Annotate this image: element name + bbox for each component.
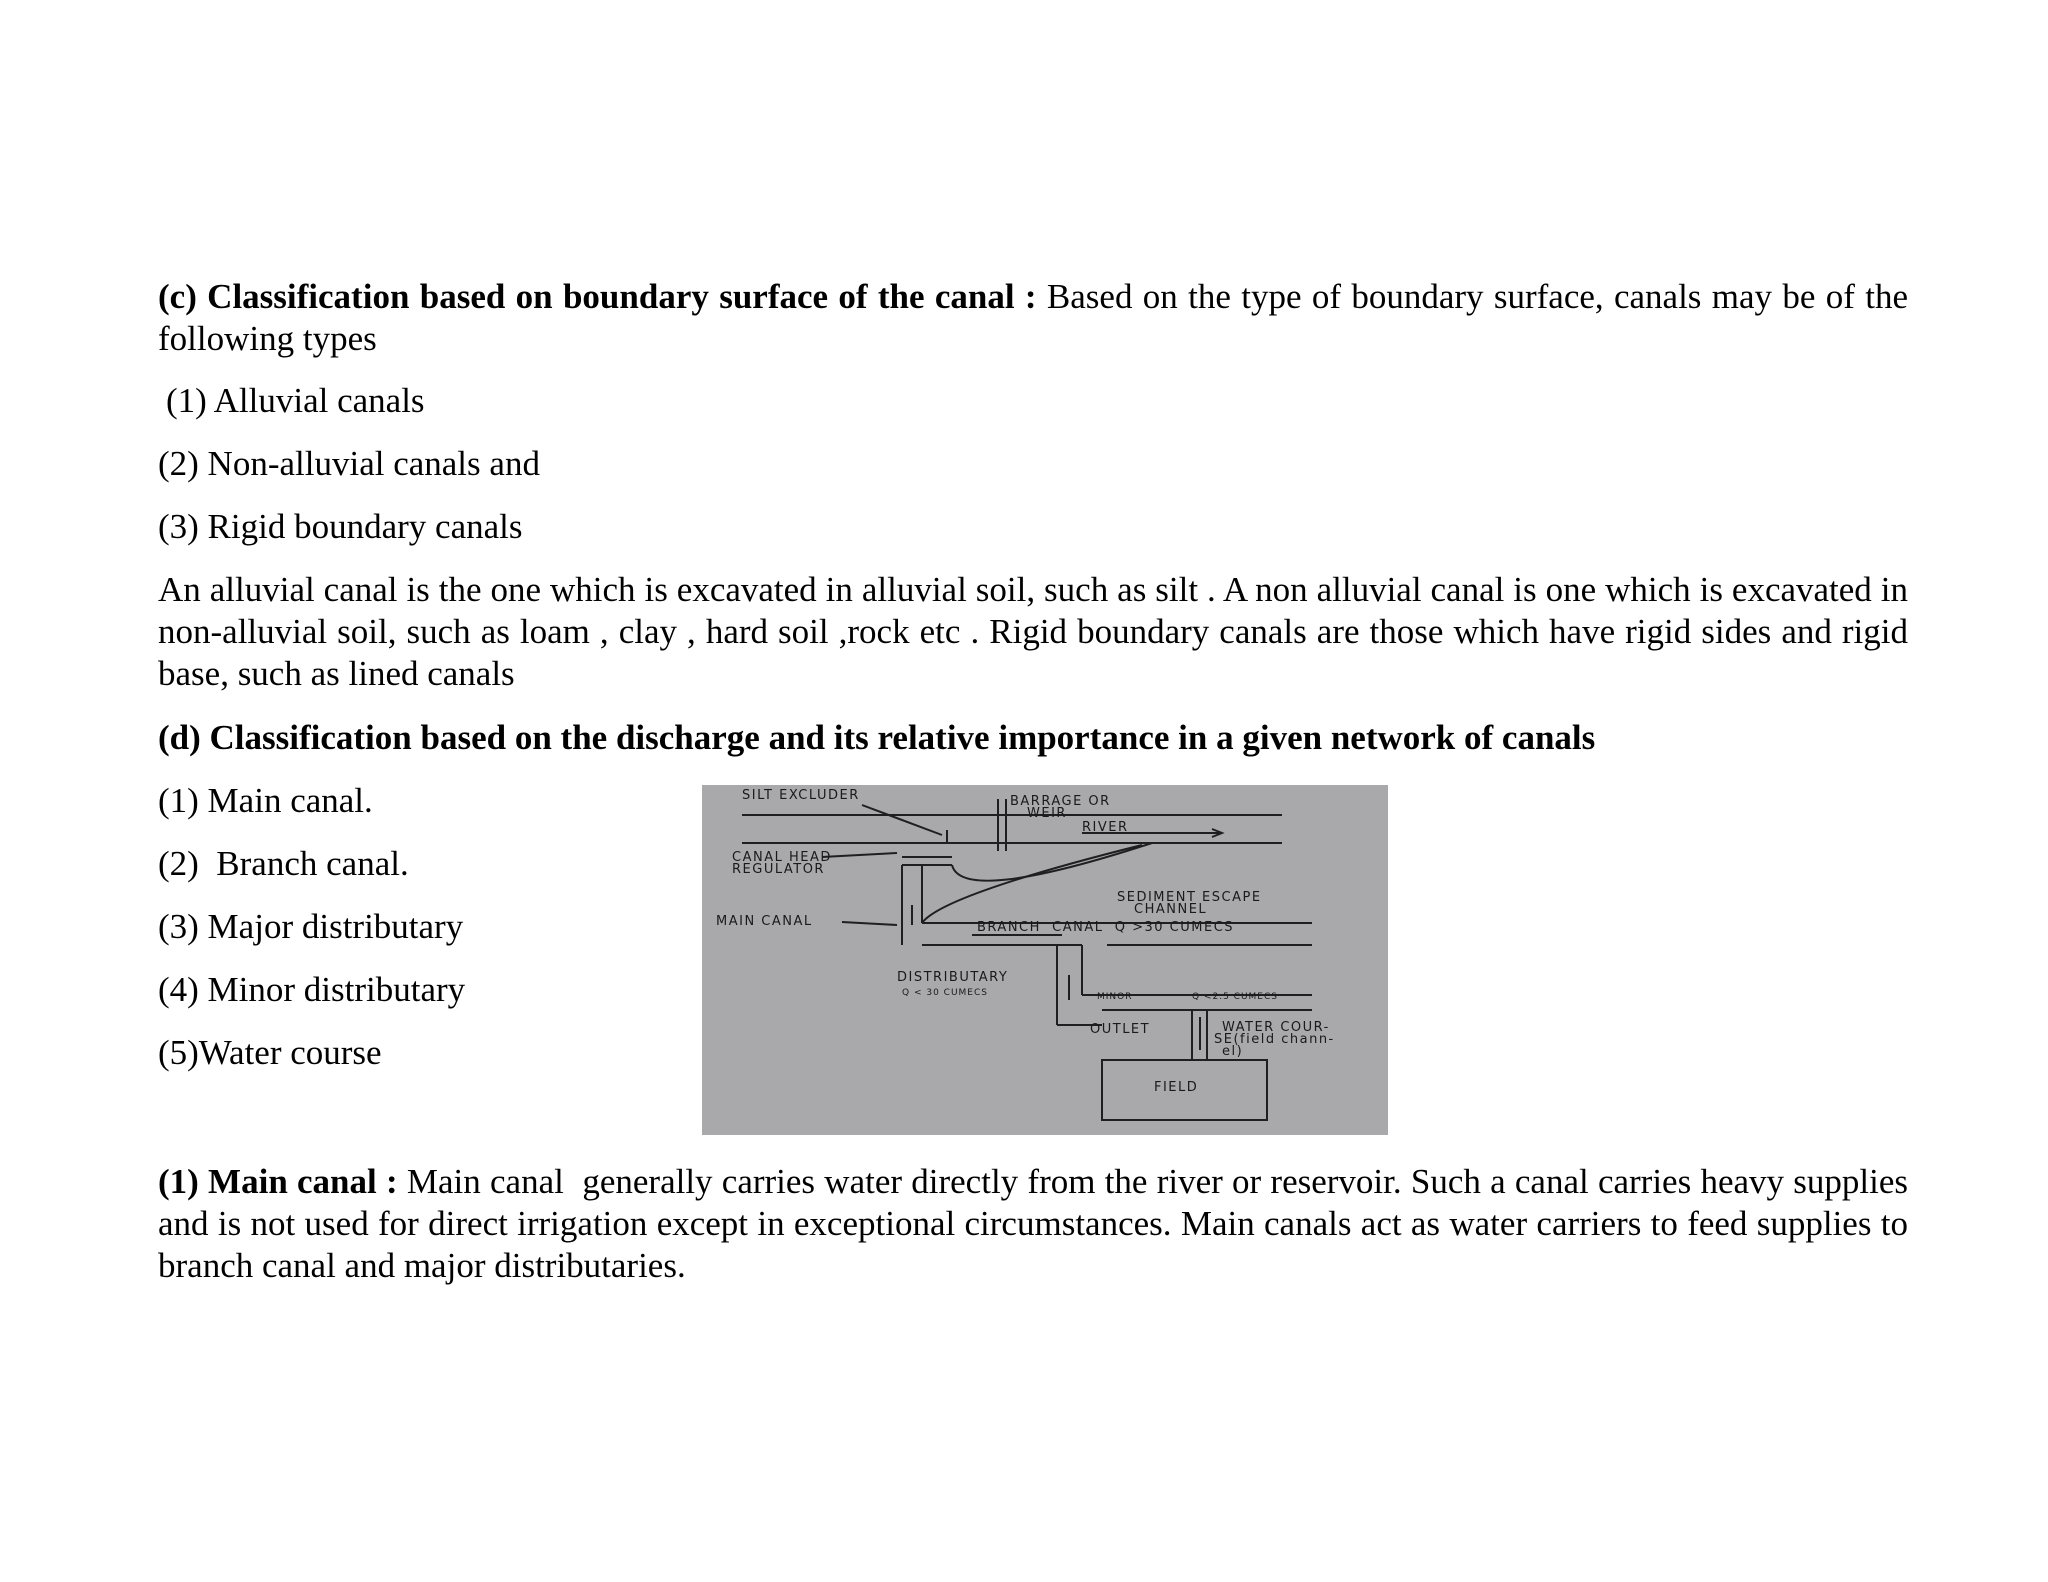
list-item-major-distributary: (3) Major distributary — [158, 907, 464, 946]
label-branch-canal: BRANCH CANAL Q >30 CUMECS — [977, 920, 1235, 935]
label-field: FIELD — [1154, 1080, 1199, 1095]
label-minor: MINOR — [1097, 992, 1133, 1002]
label-barrage-1: BARRAGE OR — [1010, 794, 1111, 809]
label-distributary-1: DISTRIBUTARY — [897, 970, 1009, 985]
label-river: RIVER — [1082, 820, 1129, 835]
main-canal-paragraph — [158, 1161, 1917, 1287]
section-c-heading: (c) Classification based on boundary surface of the canal : — [158, 277, 1037, 316]
main-canal-heading: (1) Main canal : — [158, 1162, 398, 1201]
label-main-canal: MAIN CANAL — [716, 914, 813, 929]
section-c-intro: Based on the type of boundary surface, canals may be of the following types — [158, 277, 1908, 358]
label-barrage-2: WEIR — [1027, 806, 1067, 821]
list-item-water-course: (5)Water course — [158, 1033, 382, 1072]
label-minor-q: Q <2.5 CUMECS — [1192, 992, 1278, 1002]
silt-excluder-pointer — [862, 805, 942, 835]
list-item-rigid-boundary: (3) Rigid boundary canals — [158, 507, 523, 546]
label-silt-excluder: SILT EXCLUDER — [742, 788, 860, 803]
section-d-heading: (d) Classification based on the discharge and its relative importance in a given network of canals — [158, 718, 1596, 757]
main-canal-pointer — [842, 922, 897, 925]
label-outlet: OUTLET — [1090, 1022, 1151, 1037]
list-item-branch-canal: (2) Branch canal. — [158, 844, 409, 883]
label-head-regulator-2: REGULATOR — [732, 862, 825, 877]
main-canal-text: Main canal generally carries water directly from the river or reservoir. Such a canal carries heavy supplies and is not used for direct irrigation except in exceptional circumstances. Main canals act as water carriers to feed supplies to branch canal and major distributaries. — [158, 1162, 1917, 1285]
label-water-course-2: SE(field chann- — [1214, 1032, 1335, 1047]
list-item-non-alluvial: (2) Non-alluvial canals and — [158, 444, 540, 483]
label-water-course-3: el) — [1222, 1044, 1244, 1059]
list-item-alluvial: (1) Alluvial canals — [166, 381, 425, 420]
canal-network-diagram — [702, 785, 1388, 1135]
label-water-course-1: WATER COUR- — [1222, 1020, 1330, 1035]
label-sediment-1: SEDIMENT ESCAPE — [1117, 890, 1262, 905]
head-regulator-pointer — [822, 853, 897, 857]
canal-network-sketch — [702, 785, 1388, 1135]
section-c-paragraph — [158, 276, 1908, 360]
list-item-minor-distributary: (4) Minor distributary — [158, 970, 466, 1009]
label-sediment-2: CHANNEL — [1134, 902, 1208, 917]
sediment-escape-outer — [952, 843, 1152, 881]
label-distributary-2: Q < 30 CUMECS — [902, 988, 988, 998]
label-head-regulator-1: CANAL HEAD — [732, 850, 832, 865]
section-c-description: An alluvial canal is the one which is excavated in alluvial soil, such as silt . A non alluvial canal is one which is excavated in non-alluvial soil, such as loam , clay , hard soil ,rock etc . Rigid boundary canals are those which have rigid sides and rigid base, such as lined canals — [158, 570, 1908, 693]
list-item-main-canal: (1) Main canal. — [158, 781, 373, 820]
